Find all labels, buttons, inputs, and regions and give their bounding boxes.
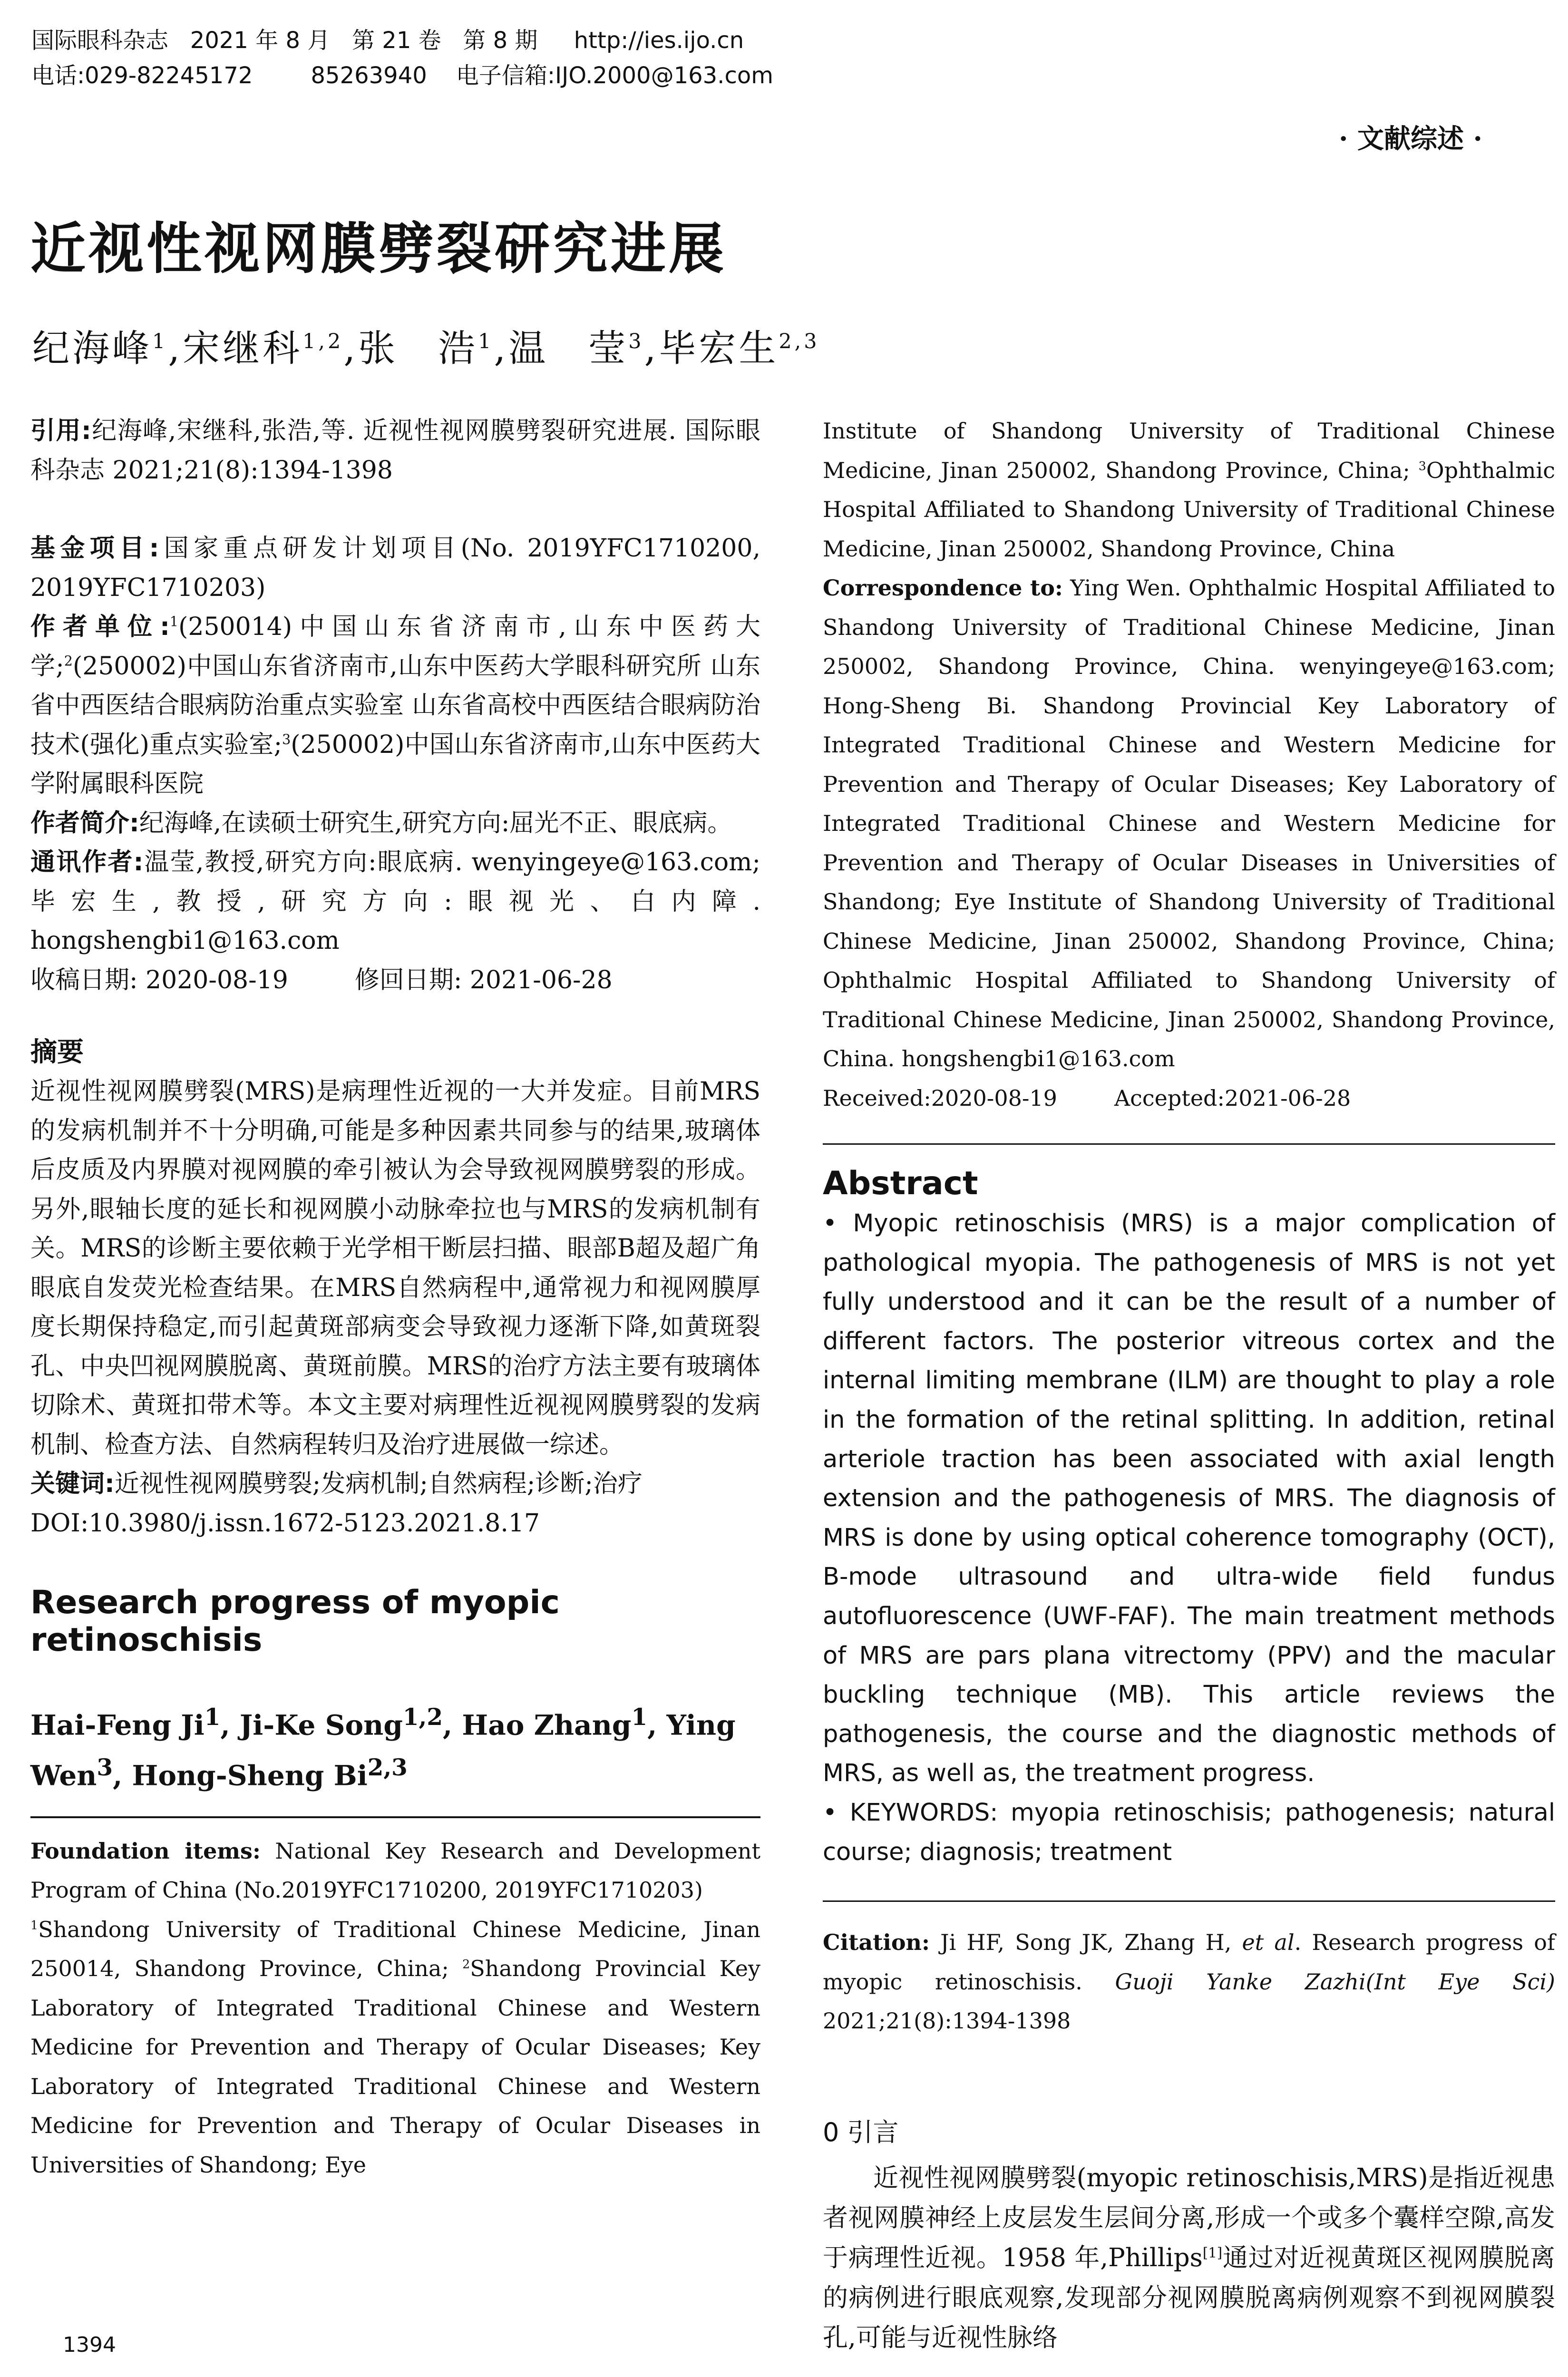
citation-cn (30, 411, 760, 490)
correspondence-en-label: Correspondence to: (823, 575, 1063, 601)
reference-marker: [1] (1202, 2244, 1223, 2260)
english-title: Research progress of myopic retinoschisis (30, 1584, 560, 1659)
journal-name: Guoji Yanke Zazhi(Int Eye Sci) (1115, 1968, 1556, 1995)
keywords-cn-text: 近视性视网膜劈裂;发病机制;自然病程;诊断;治疗 (114, 1470, 643, 1498)
dates-cn (30, 961, 760, 1000)
section-label: · 文献综述 · (1339, 123, 1482, 155)
author-intro-cn-text: 纪海峰,在读硕士研究生,研究方向:屈光不正、眼底病。 (139, 809, 732, 838)
foundation-en (30, 1831, 760, 1910)
journal-header-line1: 国际眼科杂志 2021 年 8 月 第 21 卷 第 8 期 http://ies.ijo.cn (31, 27, 744, 54)
author-name-en: Ying Wen (30, 1709, 736, 1792)
intro-body: 近视性视网膜劈裂(myopic retinoschisis,MRS)是指近视患者视网膜神经上皮层发生层间分离,形成一个或多个囊样空隙,高发于病理性近视。1958 年,Phillips[1]通过对近视黄斑区视网膜脱离的病例进行眼底观察,发现部分视网膜脱离病例观察不到视网膜裂孔,可能与近视性脉络 (823, 2163, 1556, 2352)
correspondence-cn-text: 温莹,教授,研究方向:眼底病. wenyingeye@163.com; 毕宏生,教授,研究方向:眼视光、白内障. hongshengbi1@163.com (30, 848, 760, 955)
affiliation-en-right: Institute of Shandong University of Traditional Chinese Medicine, Jinan 250002, Shandong Province, China; $^3$Ophthalmic Hospital Affiliated to Shandong University of Traditional Chinese Medicine, Jinan 250002, Shandong Province, China (823, 418, 1555, 562)
affiliation-cn: 作者单位:$^1$(250014)中国山东省济南市,山东中医药大学;$^2$(250002)中国山东省济南市,山东中医药大学眼科研究所 山东省中西医结合眼病防治重点实验室 山东省高校中西医结合眼病防治技术(强化)重点实验室;$^3$(250002)中国山东省济南市,山东中医药大学附属眼科医院 (30, 613, 761, 798)
author-name: 毕宏生 (659, 327, 779, 370)
abstract-en-heading: Abstract (823, 1165, 978, 1202)
foundation-en-text: National Key Research and Development Program of China (No.2019YFC1710200, 2019YFC1710203) (30, 1838, 760, 1903)
citation-en: Citation: Ji HF, Song JK, Zhang H, et al. Research progress of myopic retinoschisis. Guoji Yanke Zazhi(Int Eye Sci) 2021;21(8):1394-1398 (823, 1929, 1556, 2034)
citation-cn-label: 引用: (30, 417, 91, 445)
revised-date-cn: 修回日期: 2021-06-28 (354, 965, 613, 994)
section-divider (30, 1816, 760, 1818)
left-column (30, 411, 760, 2184)
author-affil-sup: 1 (478, 330, 494, 353)
abstract-cn-heading: 摘要 (30, 1037, 84, 1068)
page-title: 近视性视网膜劈裂研究进展 (30, 217, 727, 281)
abstract-en-text: • Myopic retinoschisis (MRS) is a major complication of pathological myopia. The pathogenesis of MRS is not yet fully understood and it can be the result of a number of different factors. The posterior vitreous cortex and the internal limiting membrane (ILM) are thought to play a role in the formation of the retinal splitting. In addition, retinal arteriole traction has been associated with axial length extension and the pathogenesis of MRS. The diagnosis of MRS is done by using optical coherence tomography (OCT), B-mode ultrasound and ultra-wide field fundus autofluorescence (UWF-FAF). The main treatment methods of MRS are pars plana vitrectomy (PPV) and the macular buckling technique (MB). This article reviews the pathogenesis, the course and the diagnostic methods of MRS, as well as, the treatment progress. (823, 1209, 1555, 1788)
author-list-en: Hai-Feng Ji$^1$, Ji-Ke Song$^{1,2}$, Hao Zhang$^1$, Ying Wen$^3$, Hong-Sheng Bi$^{2,3}$ (30, 1704, 736, 1792)
foundation-en-block (30, 1831, 760, 2185)
abstract-cn-text: 近视性视网膜劈裂(MRS)是病理性近视的一大并发症。目前MRS的发病机制并不十分明确,可能是多种因素共同参与的结果,玻璃体后皮质及内界膜对视网膜的牵引被认为会导致视网膜劈裂的形成。另外,眼轴长度的延长和视网膜小动脉牵拉也与MRS的发病机制有关。MRS的诊断主要依赖于光学相干断层扫描、眼部B超及超广角眼底自发荧光检查结果。在MRS自然病程中,通常视力和视网膜厚度长期保持稳定,而引起黄斑部病变会导致视力逐渐下降,如黄斑裂孔、中央凹视网膜脱离、黄斑前膜。MRS的治疗方法主要有玻璃体切除术、黄斑扣带术等。本文主要对病理性近视视网膜劈裂的发病机制、检查方法、自然病程转归及治疗进展做一综述。 (30, 1077, 760, 1459)
doi: DOI:10.3980/j.issn.1672-5123.2021.8.17 (30, 1509, 540, 1538)
foundation-en-label: Foundation items: (30, 1838, 261, 1864)
author-name-en: Ji-Ke Song (239, 1709, 403, 1742)
funding-cn-text: 国家重点研发计划项目(No. 2019YFC1710200, 2019YFC1710203) (30, 534, 760, 602)
author-affil-sup: 1 (152, 330, 168, 353)
author-name-en: Hao Zhang (462, 1709, 632, 1742)
funding-cn (30, 529, 760, 607)
section-divider (823, 1900, 1555, 1902)
dates-en (823, 1079, 1555, 1118)
author-intro-cn-label: 作者简介: (30, 809, 139, 838)
journal-header-line2: 电话:029-82245172 85263940 电子信箱:IJO.2000@163.com (31, 62, 773, 89)
correspondence-cn (30, 843, 760, 961)
received-date-en: Received:2020-08-19 (823, 1085, 1057, 1111)
correspondence-en-text: Ying Wen. Ophthalmic Hospital Affiliated to Shandong University of Traditional Chinese Medicine, Jinan 250002, Shandong Province, China. wenyingeye@163.com; Hong-Sheng Bi. Shandong Provincial Key Laboratory of Integrated Traditional Chinese and Western Medicine for Prevention and Therapy of Ocular Diseases; Key Laboratory of Integrated Traditional Chinese and Western Medicine for Prevention and Therapy of Ocular Diseases in Universities of Shandong; Eye Institute of Shandong University of Traditional Chinese Medicine, Jinan 250002, Shandong Province, China; Ophthalmic Hospital Affiliated to Shandong University of Traditional Chinese Medicine, Jinan 250002, Shandong Province, China. hongshengbi1@163.com (823, 575, 1556, 1072)
citation-en-block (823, 1923, 1555, 2041)
author-affil-sup: 2,3 (779, 330, 820, 353)
accepted-date-en: Accepted:2021-06-28 (1114, 1085, 1351, 1111)
journal-header (31, 23, 983, 93)
author-affil-sup: 3 (628, 330, 644, 353)
keywords-cn-label: 关键词: (30, 1470, 115, 1498)
page-number: 1394 (63, 2333, 116, 2357)
right-column (823, 411, 1555, 2358)
funding-cn-label: 基金项目: (30, 534, 159, 563)
affiliation-en-right-block (823, 411, 1555, 1118)
author-intro-cn (30, 804, 760, 843)
abstract-cn-section (30, 1031, 760, 1543)
intro-heading: 0 引言 (823, 2117, 899, 2147)
author-affil-sup: 1,2 (302, 330, 344, 353)
author-name: 温 莹 (508, 327, 629, 370)
author-name: 纪海峰 (32, 327, 153, 370)
section-divider (823, 1143, 1555, 1145)
abstract-en-block (823, 1204, 1555, 1872)
correspondence-cn-label: 通讯作者: (30, 848, 144, 877)
affiliation-en-left: $^1$Shandong University of Traditional Chinese Medicine, Jinan 250014, Shandong Province, China; $^2$Shandong Provincial Key Laboratory of Integrated Traditional Chinese and Western Medicine for Prevention and Therapy of Ocular Diseases; Key Laboratory of Integrated Traditional Chinese and Western Medicine for Prevention and Therapy of Ocular Diseases in Universities of Shandong; Eye (30, 1916, 760, 2178)
correspondence-en (823, 568, 1555, 1079)
author-name: 宋继科 (183, 327, 303, 370)
received-date-cn: 收稿日期: 2020-08-19 (30, 965, 288, 994)
citation-cn-text: 纪海峰,宋继科,张浩,等. 近视性视网膜劈裂研究进展. 国际眼科杂志 2021;21(8):1394-1398 (30, 417, 760, 485)
author-name-en: Hong-Sheng Bi (132, 1759, 368, 1792)
author-name-en: Hai-Feng Ji (30, 1709, 205, 1742)
metadata-cn (30, 529, 760, 1000)
keywords-cn (30, 1464, 760, 1504)
author-list-cn: 纪海峰$^1$,宋继科$^{1,2}$,张 浩$^1$,温 莹$^3$,毕宏生$^{2,3}$ (32, 327, 820, 370)
affiliation-cn-label: 作者单位: (30, 613, 170, 641)
citation-en-label: Citation: (823, 1929, 930, 1956)
author-name: 张 浩 (358, 327, 478, 370)
keywords-en: • KEYWORDS: myopia retinoschisis; pathogenesis; natural course; diagnosis; treatment (823, 1798, 1555, 1866)
